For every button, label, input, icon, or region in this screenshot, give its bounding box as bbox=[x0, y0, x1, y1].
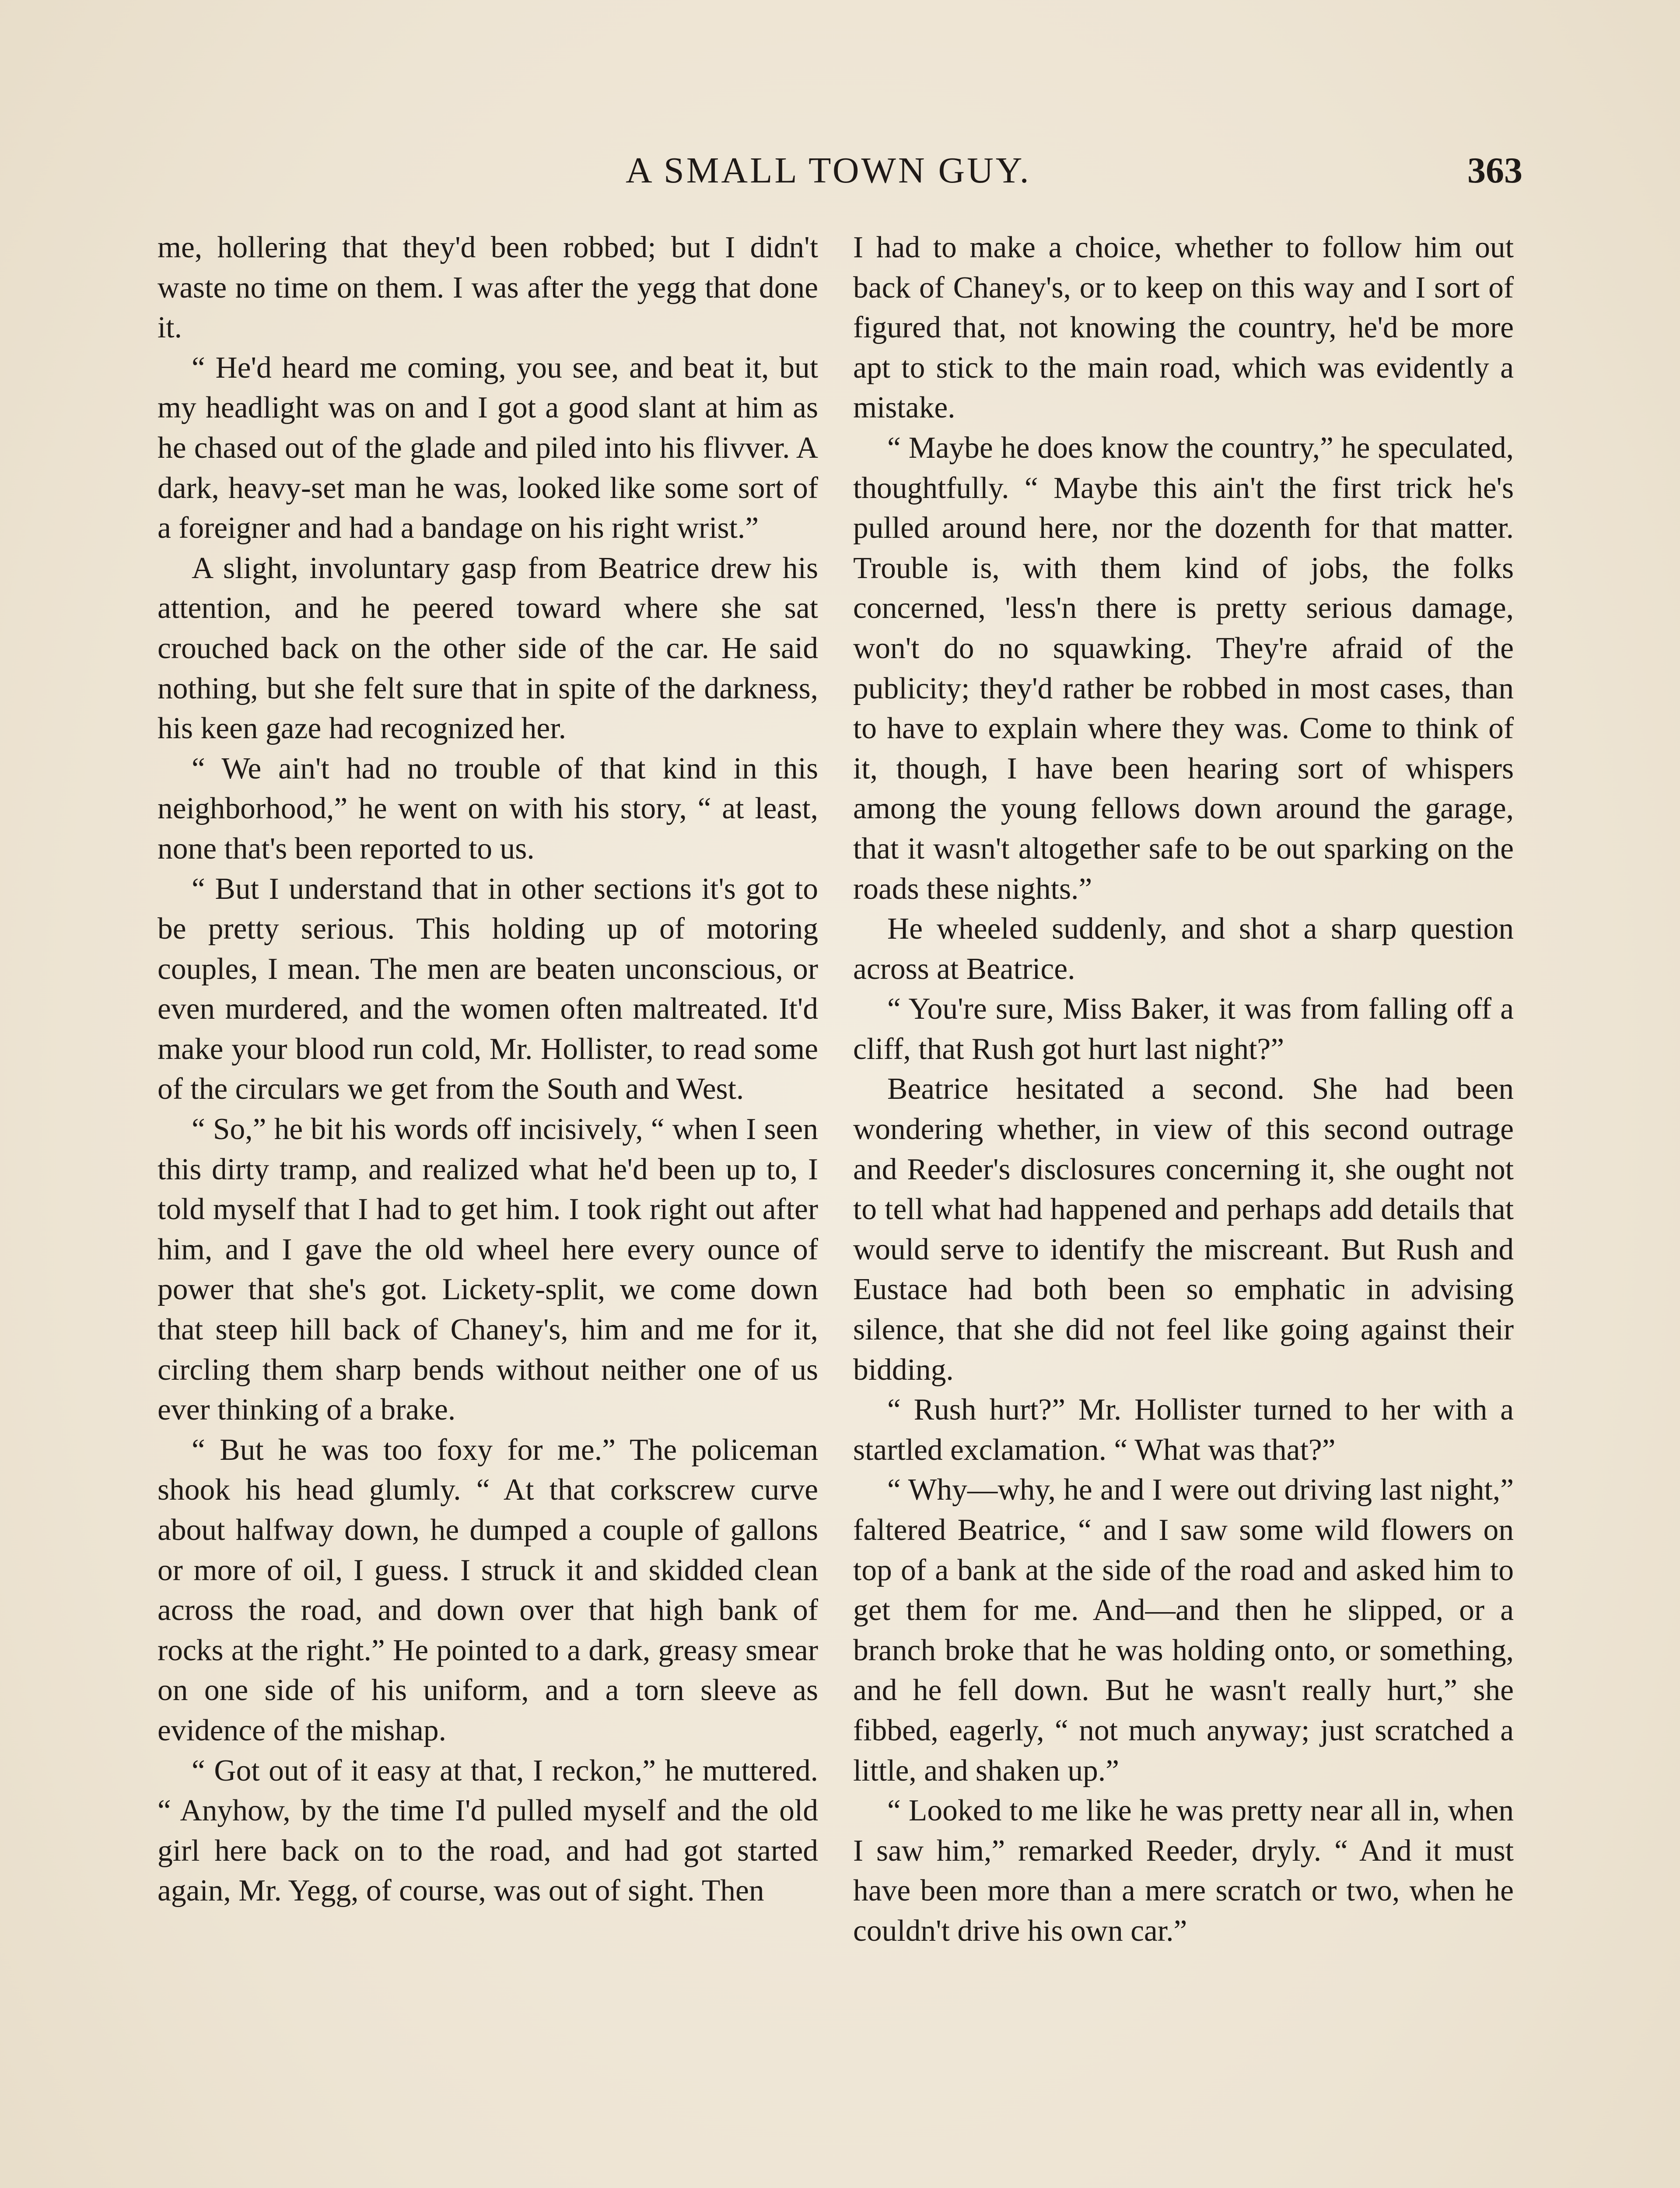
paragraph: me, hollering that they'd been robbed; but I didn't waste no time on them. I was after the yegg that done it. bbox=[158, 231, 818, 345]
right-column bbox=[853, 228, 1514, 2188]
paragraph: “ But he was too foxy for me.” The policeman shook his head glumly. “ At that corkscrew curve about halfway down, he dumped a couple of gallons or more of oil, I guess. I struck it and skidded clean across the road, and down over that high bank of rocks at the right.” He pointed to a dark, greasy smear on one side of his uniform, and a torn sleeve as evidence of the mishap. bbox=[158, 1433, 818, 1747]
paragraph: Beatrice hesitated a second. She had been wondering whether, in view of this second outrage and Reeder's disclosures concerning it, she ought not to tell what had happened and perhaps add details that would serve to identify the miscreant. But Rush and Eustace had both been so emphatic in advising silence, that she did not feel like going against their bidding. bbox=[853, 1072, 1514, 1387]
paragraph: I had to make a choice, whether to follow him out back of Chaney's, or to keep on this way and I sort of figured that, not knowing the country, he'd be more apt to stick to the main road, which was evidently a mistake. bbox=[853, 231, 1514, 425]
paragraph: “ Got out of it easy at that, I reckon,” he muttered. “ Anyhow, by the time I'd pulled myself and the old girl here back on to the road, and had got started again, Mr. Yegg, of course, was out of sight. Then bbox=[158, 1753, 818, 1908]
paragraph: “ He'd heard me coming, you see, and beat it, but my headlight was on and I got a good slant at him as he chased out of the glade and piled into his flivver. A dark, heavy-set man he was, looked like some sort of a foreigner and had a bandage on his right wrist.” bbox=[158, 351, 818, 545]
page-number: 363 bbox=[1467, 150, 1522, 191]
paragraph: “ So,” he bit his words off incisively, “ when I seen this dirty tramp, and realized what he'd been up to, I told myself that I had to get him. I took right out after him, and I gave the old wheel here every ounce of power that she's got. Lickety-split, we come down that steep hill back of Chaney's, him and me for it, circling them sharp bends without neither one of us ever thinking of a brake. bbox=[158, 1112, 818, 1427]
running-title: A SMALL TOWN GUY. bbox=[626, 150, 1031, 191]
paragraph: “ But I understand that in other sections it's got to be pretty serious. This holding up of motoring couples, I mean. The men are beaten unconscious, or even murdered, and the women often maltreated. It'd make your blood run cold, Mr. Hollister, to read some of the circulars we get from the South and West. bbox=[158, 872, 818, 1106]
running-header bbox=[0, 147, 1680, 195]
paragraph: “ Looked to me like he was pretty near all in, when I saw him,” remarked Reeder, dryly. “ And it must have been more than a mere scratch or two, when he couldn't drive his own car.” bbox=[853, 1794, 1514, 1948]
paragraph: “ Why—why, he and I were out driving last night,” faltered Beatrice, “ and I saw some wild flowers on top of a bank at the side of the road and asked him to get them for me. And—and then he slipped, or a branch broke that he was holding onto, or something, and he fell down. But he wasn't really hurt,” she fibbed, eagerly, “ not much anyway; just scratched a little, and shaken up.” bbox=[853, 1473, 1514, 1788]
paragraph: “ Rush hurt?” Mr. Hollister turned to her with a startled exclamation. “ What was that?” bbox=[853, 1393, 1514, 1467]
left-column bbox=[158, 228, 818, 2188]
paragraph: “ We ain't had no trouble of that kind in this neighborhood,” he went on with his story, “ at least, none that's been reported to us. bbox=[158, 751, 818, 866]
paragraph: “ Maybe he does know the country,” he speculated, thoughtfully. “ Maybe this ain't the first trick he's pulled around here, nor the dozenth for that matter. Trouble is, with them kind of jobs, the folks concerned, 'less'n there is pretty serious damage, won't do no squawking. They're afraid of the publicity; they'd rather be robbed in most cases, than to have to explain where they was. Come to think of it, though, I have been hearing sort of whispers among the young fellows down around the garage, that it wasn't altogether safe to be out sparking on the roads these nights.” bbox=[853, 431, 1514, 906]
paragraph: A slight, involuntary gasp from Beatrice drew his attention, and he peered toward where she sat crouched back on the other side of the car. He said nothing, but she felt sure that in spite of the darkness, his keen gaze had recognized her. bbox=[158, 551, 818, 746]
paragraph: He wheeled suddenly, and shot a sharp question across at Beatrice. bbox=[853, 912, 1514, 986]
paragraph: “ You're sure, Miss Baker, it was from falling off a cliff, that Rush got hurt last night?” bbox=[853, 992, 1514, 1066]
